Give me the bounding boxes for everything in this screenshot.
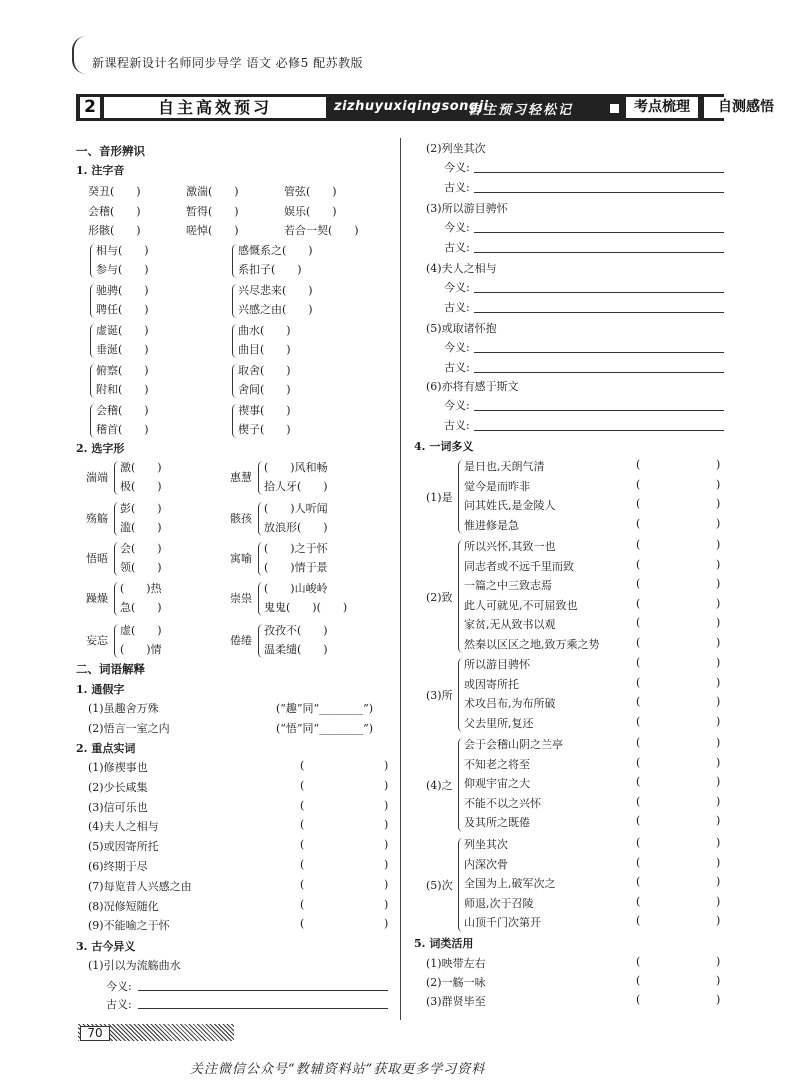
shici-answer-open-paren: ( (300, 778, 305, 792)
polysemy-sentence: 及其所之既倦 (464, 816, 530, 829)
polysemy-answer-close-paren: ) (716, 914, 721, 927)
shici-item: (6)终期于尽 (88, 860, 148, 873)
polysemy-answer-close-paren: ) (716, 458, 721, 471)
char-choice-item: 极( ) (120, 480, 162, 493)
pronounce-item: 管弦( ) (284, 185, 337, 198)
guyi-line (474, 372, 724, 373)
char-choice-item: ( )山峻岭 (264, 582, 328, 595)
brace-right (258, 502, 263, 536)
brace-polysemy (458, 658, 463, 732)
shici-item: (4)夫人之相与 (88, 820, 159, 834)
header-ornament (72, 36, 88, 74)
polysemy-sentence: 问其姓氏,是金陵人 (464, 499, 556, 512)
guyi-line (474, 312, 724, 313)
pronounce-pair-item: 垂涎( ) (96, 343, 149, 356)
shici-answer-close-paren: ) (384, 838, 389, 852)
char-choice-item: 放浪形( ) (264, 521, 328, 534)
jinyi-label: 今义: (106, 980, 132, 993)
shici-answer-open-paren: ( (300, 798, 305, 812)
polysemy-sentence: 然秦以区区之地,致万乘之势 (464, 637, 600, 651)
polysemy-sentence: 所以兴怀,其致一也 (464, 540, 556, 553)
jinyi-label: 今义: (444, 341, 470, 354)
pronounce-pair-item: 稽首( ) (96, 423, 149, 436)
polysemy-answer-open-paren: ( (636, 714, 641, 728)
polysemy-answer-open-paren: ( (636, 914, 641, 927)
polysemy-sentence: 觉今是而昨非 (464, 479, 530, 493)
shici-item: (9)不能喻之于怀 (88, 919, 170, 933)
yiyi-item: (4)夫人之相与 (426, 262, 497, 275)
guyi-label: 古义: (444, 241, 470, 254)
char-choice-item: ( )风和畅 (264, 461, 328, 474)
page-number: 70 (80, 1026, 110, 1041)
polysemy-sentence: 父去里所,复还 (464, 716, 534, 730)
shici-item: (3)信可乐也 (88, 800, 148, 814)
brace-polysemy (458, 460, 463, 534)
subsection-zhuziyin: 1. 注字音 (76, 164, 125, 177)
polysemy-sentence: 或因寄所托 (464, 677, 519, 691)
char-choice-item: ( )情 (120, 643, 162, 656)
shici-answer-close-paren: ) (384, 877, 389, 891)
huoyong-answer-open-paren: ( (636, 955, 641, 968)
brace-right (232, 244, 237, 278)
shici-answer-close-paren: ) (384, 897, 389, 911)
polysemy-answer-close-paren: ) (716, 775, 721, 788)
polysemy-sentence: 此人可就见,不可屈致也 (464, 598, 578, 612)
huoyong-answer-open-paren: ( (636, 993, 641, 1006)
polysemy-answer-close-paren: ) (716, 836, 721, 849)
char-choice-item: 彭( ) (120, 502, 162, 515)
pronounce-pair-item: 相与( ) (96, 244, 149, 257)
polysemy-word: (4)之 (426, 778, 453, 792)
brace-polysemy (458, 838, 463, 932)
guyi-line (474, 430, 724, 431)
guyi-label: 古义: (106, 998, 132, 1011)
brace-right (232, 324, 237, 358)
shici-answer-open-paren: ( (300, 818, 305, 832)
subsection-cileihuoyong: 5. 词类活用 (414, 937, 474, 950)
char-choice-item: ( )情于景 (264, 561, 328, 574)
pronounce-pair-item: 驰骋( ) (96, 284, 149, 297)
polysemy-answer-close-paren: ) (716, 875, 721, 888)
guyi-line (474, 252, 724, 253)
banner-square-icon (610, 104, 619, 113)
polysemy-answer-open-paren: ( (636, 616, 641, 629)
banner-end-bar (792, 97, 796, 118)
shici-answer-open-paren: ( (300, 838, 305, 852)
polysemy-answer-open-paren: ( (636, 538, 641, 551)
pronounce-pair-item: 聘任( ) (96, 303, 149, 316)
char-group-head: 骸孩 (230, 512, 252, 525)
shici-answer-open-paren: ( (300, 917, 305, 931)
brace-polysemy (458, 738, 463, 832)
shici-answer-close-paren: ) (384, 917, 389, 931)
brace-right (232, 364, 237, 398)
brace-left (90, 324, 95, 358)
polysemy-answer-open-paren: ( (636, 836, 641, 849)
polysemy-answer-open-paren: ( (636, 894, 641, 908)
polysemy-sentence: 不知老之将至 (464, 757, 530, 771)
jinyi-line (474, 292, 724, 293)
guyi-label: 古义: (444, 301, 470, 314)
banner-pinyin: zizhuyuxiqingsongji (334, 99, 489, 114)
huoyong-answer-open-paren: ( (636, 974, 641, 987)
brace-left (90, 404, 95, 438)
polysemy-sentence: 不能不以之兴怀 (464, 796, 541, 810)
jinyi-line (474, 410, 724, 411)
huoyong-answer-close-paren: ) (716, 993, 721, 1006)
polysemy-sentence: 术攻吕布,为布所破 (464, 697, 556, 710)
shici-answer-close-paren: ) (384, 858, 389, 871)
polysemy-sentence: 仰观宇宙之大 (464, 777, 530, 790)
footer-note: 关注微信公众号“教辅资料站”获取更多学习资料 (190, 1062, 486, 1077)
polysemy-answer-close-paren: ) (716, 635, 721, 649)
yiyi-item: (1)引以为流觞曲水 (88, 959, 181, 972)
banner-tab-kaodian: 考点梳理 (626, 97, 698, 118)
polysemy-answer-close-paren: ) (716, 894, 721, 908)
polysemy-sentence: 所以游目骋怀 (464, 658, 530, 671)
jinyi-label: 今义: (444, 161, 470, 174)
shici-answer-open-paren: ( (300, 877, 305, 891)
polysemy-sentence: 山顶千门次第开 (464, 916, 541, 929)
char-group-head: 惠慧 (230, 471, 252, 484)
banner-title: 自主高效预习 (104, 97, 326, 118)
char-choice-item: 虚( ) (120, 624, 162, 637)
polysemy-answer-open-paren: ( (636, 557, 641, 571)
tongjia-item: (1)虽趣舍万殊 (88, 702, 159, 715)
char-choice-item: 孜孜不( ) (264, 624, 328, 637)
shici-answer-open-paren: ( (300, 858, 305, 871)
yiyi-item: (5)或取诸怀抱 (426, 322, 497, 335)
section-title-yinxing: 一、音形辨识 (76, 144, 145, 158)
polysemy-answer-close-paren: ) (716, 596, 721, 610)
shici-item: (1)修禊事也 (88, 761, 148, 774)
tongjia-blank: (“趣”同“________”) (276, 702, 374, 715)
polysemy-word: (2)致 (426, 590, 453, 604)
jinyi-label: 今义: (444, 221, 470, 234)
brace-left (90, 284, 95, 318)
polysemy-sentence: 家贫,无从致书以观 (464, 618, 556, 631)
char-group-head: 倦绻 (230, 634, 252, 647)
guyi-label: 古义: (444, 419, 470, 432)
polysemy-word: (3)所 (426, 689, 453, 702)
brace-left (114, 461, 119, 495)
char-group-head: 妄忘 (86, 634, 108, 647)
subsection-yiciduoyi: 4. 一词多义 (414, 440, 474, 453)
polysemy-sentence: 惟进修是急 (464, 518, 519, 532)
pronounce-pair-item: 系扣子( ) (238, 263, 302, 276)
char-group-head: 湍端 (86, 471, 108, 484)
guyi-label: 古义: (444, 361, 470, 374)
polysemy-answer-close-paren: ) (716, 557, 721, 571)
polysemy-answer-open-paren: ( (636, 755, 641, 769)
brace-left (114, 542, 119, 576)
pronounce-item: 娱乐( ) (284, 205, 337, 218)
brace-left (114, 582, 119, 616)
huoyong-item: (1)映带左右 (426, 957, 486, 970)
shici-answer-close-paren: ) (384, 798, 389, 812)
shici-item: (7)每览昔人兴感之由 (88, 879, 192, 893)
pronounce-pair-item: 曲水( ) (238, 324, 291, 337)
jinyi-label: 今义: (444, 399, 470, 412)
polysemy-answer-close-paren: ) (716, 616, 721, 629)
huoyong-answer-close-paren: ) (716, 955, 721, 968)
shici-answer-close-paren: ) (384, 818, 389, 832)
jinyi-line (474, 232, 724, 233)
polysemy-answer-open-paren: ( (636, 458, 641, 471)
yiyi-item: (3)所以游目骋怀 (426, 202, 508, 215)
subsection-zhongdianshici: 2. 重点实词 (76, 742, 136, 755)
polysemy-answer-open-paren: ( (636, 775, 641, 788)
huoyong-answer-close-paren: ) (716, 974, 721, 987)
polysemy-sentence: 同志者或不远千里而致 (464, 559, 574, 573)
polysemy-answer-close-paren: ) (716, 577, 721, 590)
char-group-head: 崇祟 (230, 592, 252, 605)
polysemy-answer-open-paren: ( (636, 656, 641, 669)
pronounce-pair-item: 俯察( ) (96, 364, 149, 377)
jinyi-label: 今义: (444, 281, 470, 294)
char-choice-item: ( )热 (120, 582, 162, 595)
polysemy-sentence: 列坐其次 (464, 838, 508, 851)
polysemy-answer-open-paren: ( (636, 596, 641, 610)
polysemy-answer-open-paren: ( (636, 635, 641, 649)
shici-item: (2)少长咸集 (88, 780, 148, 794)
brace-right (258, 542, 263, 576)
banner-tab-zice: 自测感悟 (704, 97, 788, 118)
brace-polysemy (458, 540, 463, 653)
polysemy-answer-close-paren: ) (716, 538, 721, 551)
char-choice-item: 领( ) (120, 561, 162, 574)
polysemy-answer-open-paren: ( (636, 814, 641, 827)
polysemy-sentence: 全国为上,破军次之 (464, 877, 556, 890)
jinyi-line (474, 172, 724, 173)
char-choice-item: ( )人听闻 (264, 502, 328, 515)
polysemy-answer-close-paren: ) (716, 814, 721, 827)
huoyong-item: (3)群贤毕至 (426, 995, 486, 1008)
polysemy-sentence: 师退,次于召陵 (464, 896, 534, 910)
polysemy-answer-close-paren: ) (716, 695, 721, 708)
section-banner (76, 94, 774, 121)
huoyong-item: (2)一觞一咏 (426, 976, 486, 989)
pronounce-pair-item: 虚诞( ) (96, 324, 149, 337)
shici-item: (5)或因寄所托 (88, 840, 159, 854)
polysemy-answer-open-paren: ( (636, 516, 641, 530)
char-group-head: 悟晤 (86, 552, 108, 565)
jinyi-line (138, 990, 388, 991)
brace-right (232, 404, 237, 438)
subsection-tongjiazi: 1. 通假字 (76, 683, 125, 696)
char-group-head: 殇觞 (86, 512, 108, 525)
yiyi-item: (6)亦将有感于斯文 (426, 380, 519, 393)
shici-answer-close-paren: ) (384, 759, 389, 772)
polysemy-answer-close-paren: ) (716, 755, 721, 769)
polysemy-word: (5)次 (426, 878, 453, 892)
column-divider (400, 138, 401, 1020)
pronounce-item: 会稽( ) (88, 205, 141, 218)
polysemy-answer-open-paren: ( (636, 695, 641, 708)
char-choice-item: 急( ) (120, 601, 162, 614)
char-choice-item: ( )之于怀 (264, 542, 328, 555)
polysemy-answer-close-paren: ) (716, 497, 721, 510)
polysemy-sentence: 内深次骨 (464, 857, 508, 871)
polysemy-answer-close-paren: ) (716, 675, 721, 689)
tongjia-item: (2)悟言一室之内 (88, 722, 170, 735)
char-choice-item: 激( ) (120, 461, 162, 474)
char-choice-item: 滥( ) (120, 521, 162, 534)
shici-answer-open-paren: ( (300, 759, 305, 772)
pronounce-pair-item: 取舍( ) (238, 364, 291, 377)
polysemy-answer-close-paren: ) (716, 477, 721, 491)
pronounce-pair-item: 楔子( ) (238, 423, 291, 436)
banner-slogan: 自主预习轻松记 (468, 103, 574, 118)
jinyi-line (474, 352, 724, 353)
brace-left (114, 624, 119, 658)
pronounce-item: 若合一契( ) (284, 224, 359, 237)
pronounce-pair-item: 兴尽悲来( ) (238, 284, 313, 297)
char-choice-item: 拾人牙( ) (264, 480, 328, 493)
tongjia-blank: (“悟”同“________”) (276, 722, 374, 735)
pronounce-item: 激湍( ) (186, 185, 239, 198)
subsection-xuanzixing: 2. 选字形 (76, 442, 125, 455)
pronounce-pair-item: 附和( ) (96, 383, 149, 396)
polysemy-word: (1)是 (426, 491, 453, 504)
pronounce-item: 暂得( ) (186, 205, 239, 218)
polysemy-answer-close-paren: ) (716, 714, 721, 728)
guyi-label: 古义: (444, 181, 470, 194)
polysemy-answer-open-paren: ( (636, 675, 641, 689)
polysemy-answer-close-paren: ) (716, 736, 721, 749)
char-choice-item: 温柔缱( ) (264, 643, 328, 656)
guyi-line (138, 1008, 388, 1009)
pronounce-item: 嗟悼( ) (186, 224, 239, 237)
pronounce-pair-item: 禊事( ) (238, 404, 291, 417)
polysemy-answer-open-paren: ( (636, 497, 641, 510)
polysemy-answer-close-paren: ) (716, 855, 721, 869)
polysemy-sentence: 是日也,天朗气清 (464, 460, 545, 473)
pronounce-pair-item: 参与( ) (96, 263, 149, 276)
shici-answer-close-paren: ) (384, 778, 389, 792)
yiyi-item: (2)列坐其次 (426, 142, 486, 155)
polysemy-answer-open-paren: ( (636, 875, 641, 888)
banner-number: 2 (80, 97, 100, 118)
brace-left (90, 364, 95, 398)
pronounce-pair-item: 感慨系之( ) (238, 244, 313, 257)
brace-right (258, 582, 263, 616)
char-choice-item: 会( ) (120, 542, 162, 555)
brace-left (114, 502, 119, 536)
polysemy-answer-close-paren: ) (716, 656, 721, 669)
char-choice-item: 鬼鬼( )( ) (264, 601, 348, 614)
polysemy-sentence: 一篇之中三致志焉 (464, 579, 552, 592)
polysemy-answer-open-paren: ( (636, 577, 641, 590)
brace-right (232, 284, 237, 318)
polysemy-answer-open-paren: ( (636, 477, 641, 491)
pronounce-item: 癸丑( ) (88, 185, 141, 198)
polysemy-answer-close-paren: ) (716, 794, 721, 808)
char-group-head: 躁燥 (86, 592, 108, 605)
brace-right (258, 461, 263, 495)
section-title-ciyu: 二、词语解释 (76, 662, 145, 676)
pronounce-pair-item: 兴感之由( ) (238, 303, 313, 316)
subsection-gujinyiyi: 3. 古今异义 (76, 940, 136, 953)
pronounce-item: 形骸( ) (88, 224, 141, 237)
polysemy-answer-open-paren: ( (636, 855, 641, 869)
polysemy-sentence: 会于会稽山阴之兰亭 (464, 738, 563, 751)
brace-left (90, 244, 95, 278)
shici-answer-open-paren: ( (300, 897, 305, 911)
guyi-line (474, 192, 724, 193)
brace-right (258, 624, 263, 658)
pronounce-pair-item: 会稽( ) (96, 404, 149, 417)
pronounce-pair-item: 舍间( ) (238, 383, 291, 396)
char-group-head: 寓喻 (230, 552, 252, 565)
polysemy-answer-open-paren: ( (636, 794, 641, 808)
page-header: 新课程新设计名师同步导学 语文 必修5 配苏教版 (92, 56, 364, 70)
pronounce-pair-item: 曲目( ) (238, 343, 291, 356)
shici-item: (8)况修短随化 (88, 899, 159, 913)
polysemy-answer-open-paren: ( (636, 736, 641, 749)
polysemy-answer-close-paren: ) (716, 516, 721, 530)
